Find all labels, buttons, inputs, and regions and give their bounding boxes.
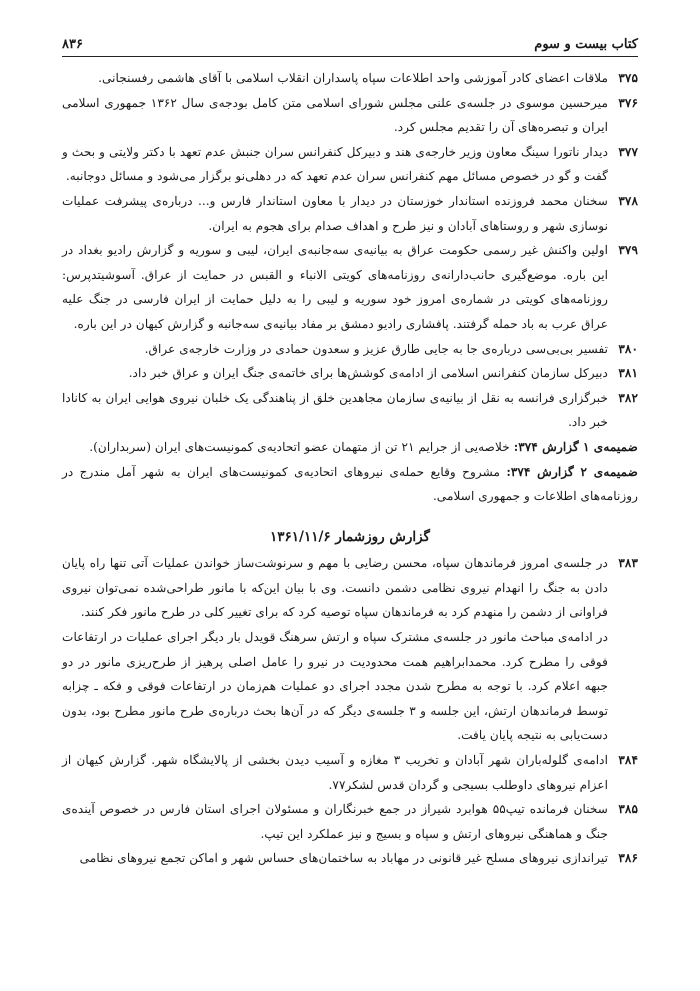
book-title: کتاب بیست و سوم xyxy=(534,37,638,52)
list-item xyxy=(62,238,638,336)
running-header xyxy=(62,28,638,57)
item-number: ۳۸۵ xyxy=(618,802,638,817)
list-item xyxy=(62,140,638,189)
item-text: سخنان محمد فروزنده استاندار خوزستان در دیدار با معاون استاندار فارس و... درباره‌ی پیشرفت عملیات نوسازی شهر و روستاهای آبادان و نیز طرح و اهداف صدام برای هجوم به ایران. xyxy=(62,193,608,233)
list-item xyxy=(62,551,638,625)
item-number: ۳۷۵ xyxy=(618,71,638,85)
item-number: ۳۸۲ xyxy=(618,390,638,405)
item-number: ۳۸۶ xyxy=(618,851,638,866)
page-number: ۸۳۶ xyxy=(62,37,83,52)
annex-label: ضمیمه‌ی ۲ گزارش ۳۷۴: xyxy=(506,464,638,479)
item-text: دبیرکل سازمان کنفرانس اسلامی از ادامه‌ی کوشش‌ها برای خاتمه‌ی جنگ ایران و عراق خبر داد. xyxy=(128,366,608,381)
item-number: ۳۷۶ xyxy=(618,95,638,110)
annex-2 xyxy=(62,460,638,509)
item-text: سخنان فرمانده تیپ۵۵ هوابرد شیراز در جمع خبرنگاران و مسئولان اجرای استان فارس در خصوص آینده‌ی جنگ و هماهنگی نیروهای ارتش و سپاه و بسیج و نیز عملکرد این تیپ. xyxy=(62,802,608,841)
item-text: ملاقات اعضای کادر آموزشی واحد اطلاعات سپاه پاسداران انقلاب اسلامی با آقای هاشمی رفسنجانی. xyxy=(98,71,608,85)
item-number: ۳۷۸ xyxy=(618,193,638,208)
list-item xyxy=(62,386,638,435)
item-number: ۳۸۰ xyxy=(618,341,638,356)
section-title: گزارش روزشمار ۱۳۶۱/۱۱/۶ xyxy=(270,528,430,545)
item-text: میرحسین موسوی در جلسه‌ی علنی مجلس شورای اسلامی متن کامل بودجه‌ی سال ۱۳۶۲ جمهوری اسلامی ایران و تبصره‌های آن را تقدیم مجلس کرد. xyxy=(62,95,608,135)
annex-text: خلاصه‌یی از جرایم ۲۱ تن از متهمان عضو اتحادیه‌ی کمونیست‌های ایران (سربداران). xyxy=(89,439,514,454)
list-item xyxy=(62,361,638,386)
item-text: اولین واکنش غیر رسمی حکومت عراق به بیانیه‌ی سه‌جانبه‌ی ایران، لیبی و سوریه و گزارش رادیو بغداد در این باره. موضع‌گیری حانب‌دارانه‌ی روزنامه‌های کویتی الانباء و القبس در حمایت از عراق. آسوشیتدپرس: روزنامه‌های کویتی در شماره‌ی امروز خود سوریه و لیبی را به دلیل حمایت از ایران فارسی در جنگ علیه عراق عرب به باد حمله گرفتند. پافشاری رادیو دمشق بر مفاد بیانیه‌ی سه‌جانبه و گزارش کیهان در این باره. xyxy=(62,243,608,331)
item-number: ۳۷۷ xyxy=(618,144,638,159)
item-number: ۳۸۴ xyxy=(618,753,638,768)
list-item xyxy=(62,748,638,797)
item-continuation: در ادامه‌ی مباحث مانور در جلسه‌ی مشترک سپاه و ارتش سرهنگ قویدل بار دیگر اجرای عملیات در ارتفاعات فوقی را مطرح کرد. محمدابراهیم همت محدودیت در نیرو را عامل اصلی پرهیز از طرح‌ریزی مانور در دو جبهه اعلام کرد. با توجه به مطرح شدن مجدد اجرای دو عملیات هم‌زمان در ارتفاعات فوقی و فکه ـ چزابه توسط فرماندهان ارتش، این جلسه و ۳ جلسه‌ی دیگر که در آن‌ها بحث درباره‌ی طرح مانور مطرح بود، بدون دست‌یابی به نتیجه پایان یافت. xyxy=(62,630,608,743)
list-item xyxy=(62,189,638,238)
page-body xyxy=(62,66,638,871)
annex-1 xyxy=(62,435,638,460)
item-number: ۳۷۹ xyxy=(618,243,638,258)
item-number: ۳۸۱ xyxy=(618,366,638,381)
item-text: خبرگزاری فرانسه به نقل از بیانیه‌ی سازمان مجاهدین خلق از پناهندگی یک خلبان نیروی هوایی ایران به کانادا خبر داد. xyxy=(62,390,608,430)
item-number: ۳۸۳ xyxy=(618,556,638,571)
list-item xyxy=(62,846,638,871)
item-text: در جلسه‌ی امروز فرماندهان سپاه، محسن رضایی با مهم و سرنوشت‌ساز خواندن عملیات آتی تنها راه پایان دادن به جنگ را انهدام نیروی نظامی دشمن دانست. وی با بیان این‌که با مانور طراحی‌شده نمی‌توان نیروی فراوانی از دشمن را منهدم کرد به فرماندهان سپاه توصیه کرد که برای تغییر کلی در طرح مانور فکر کنند. xyxy=(62,556,608,620)
list-item xyxy=(62,337,638,362)
item-text: تفسیر بی‌بی‌سی درباره‌ی جا به جایی طارق عزیز و سعدون حمادی در وزارت خارجه‌ی عراق. xyxy=(144,341,608,356)
item-text: ادامه‌ی گلوله‌باران شهر آبادان و تخریب ۳ مغازه و آسیب دیدن بخشی از پالایشگاه شهر. گزارش کیهان از اعزام نیروهای داوطلب بسیجی و گردان قدس لشکر۷۷. xyxy=(62,753,608,792)
item-text: دیدار ناتورا سینگ معاون وزیر خارجه‌ی هند و دبیرکل کنفرانس سران جنبش عدم تعهد با دکتر ولایتی و بحث و گفت و گو در خصوص مسائل مهم کنفرانس سران عدم تعهد که در دهلی‌نو برگزار می‌شود و مسائل دوجانبه. xyxy=(62,144,608,184)
list-item xyxy=(62,91,638,140)
annex-text: مشروح وقایع حمله‌ی نیروهای اتحادیه‌ی کمونیست‌های ایران به شهر آمل مندرج در روزنامه‌های اطلاعات و جمهوری اسلامی. xyxy=(62,464,638,504)
item-text: تیراندازی نیروهای مسلح غیر قانونی در مهاباد به ساختمان‌های حساس شهر و اماکن تجمع نیروهای نظامی xyxy=(79,851,608,866)
list-item xyxy=(62,66,638,91)
annex-label: ضمیمه‌ی ۱ گزارش ۳۷۴: xyxy=(513,439,638,454)
list-item xyxy=(62,797,638,846)
